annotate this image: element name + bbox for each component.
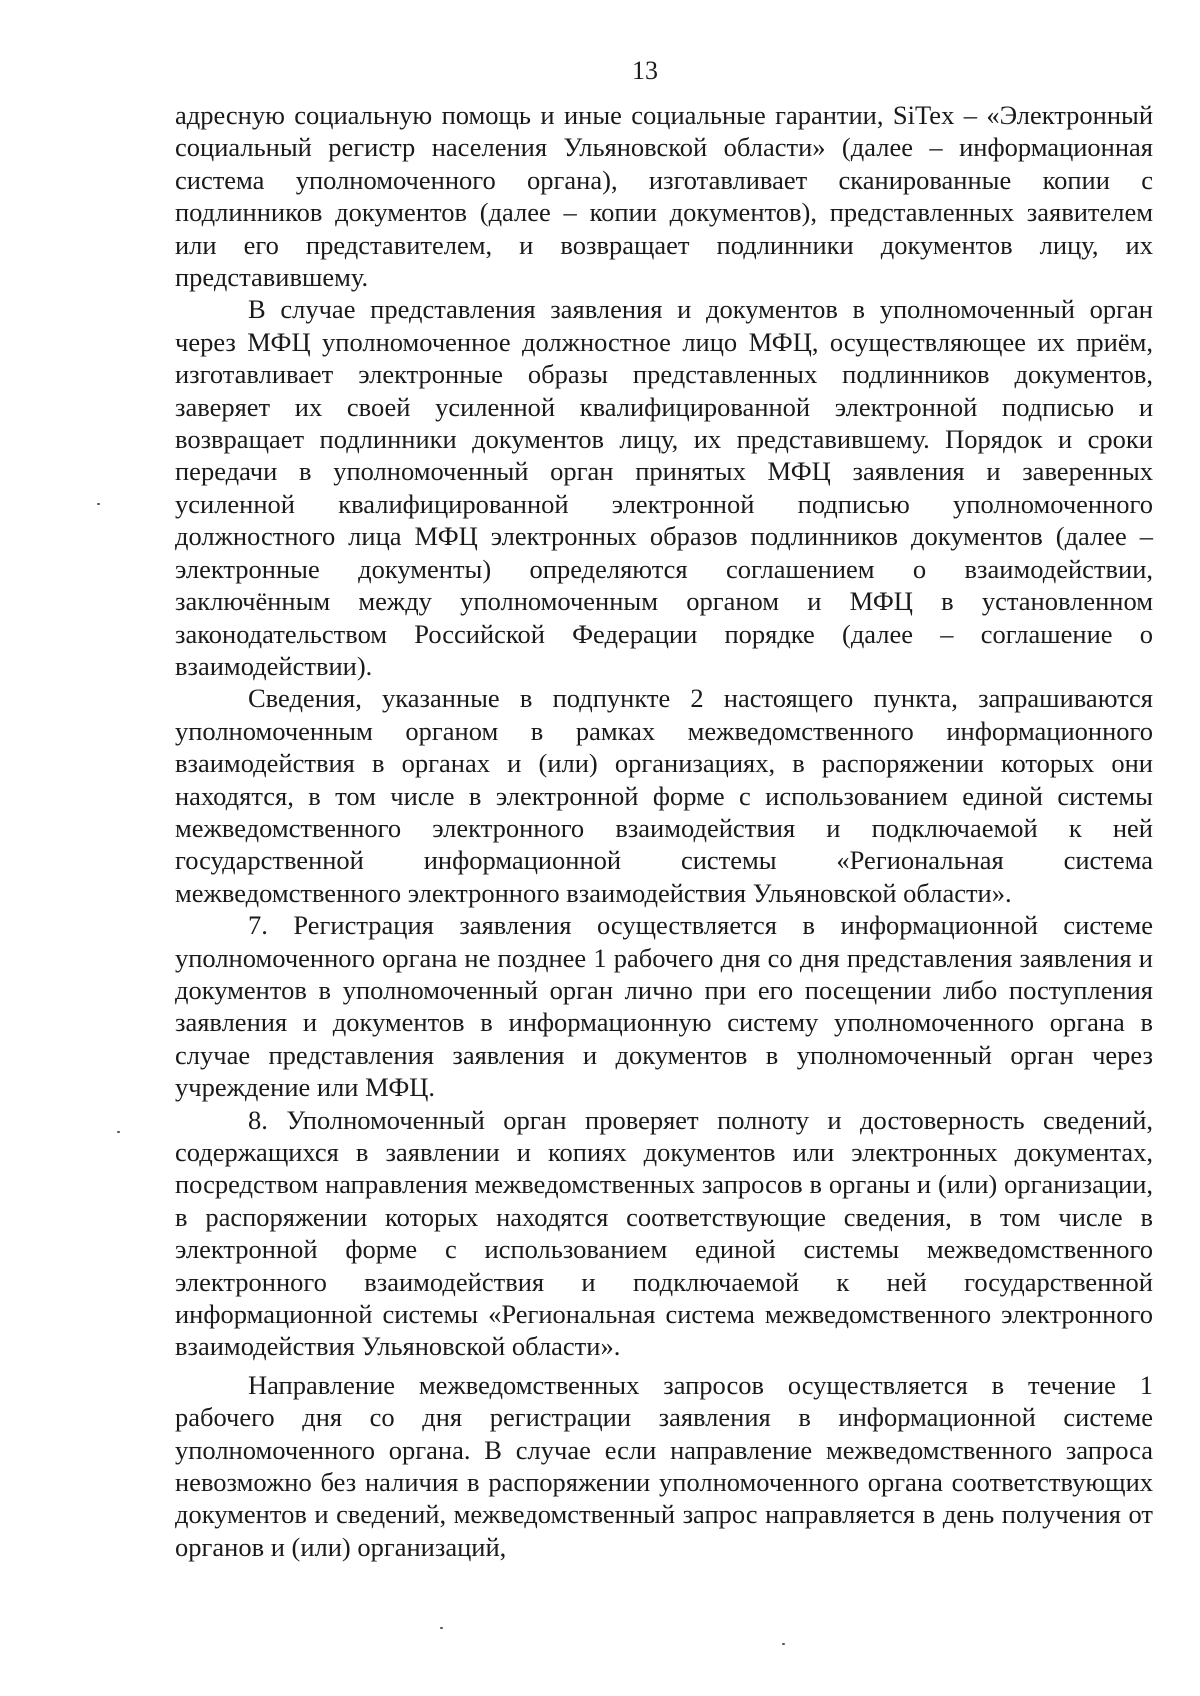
body-text (175, 99, 1153, 1563)
page-number: 13 (632, 56, 658, 85)
scan-speck (782, 1643, 785, 1645)
paragraph-interagency-info: Сведения, указанные в подпункте 2 настоящего пункта, запрашиваются уполномоченным органом в рамках межведомственного информационного взаимодействия в органах и (или) организациях, в распоряжении которых они находятся, в том числе в электронной форме с использованием единой системы межведомственного электронного взаимодействия и подключаемой к ней государственной информационной системы «Региональная система межведомственного электронного взаимодействия Ульяновской области». (175, 683, 1153, 908)
scan-speck (97, 503, 100, 505)
scan-speck (440, 1627, 443, 1629)
paragraph-continuation: адресную социальную помощь и иные социальные гарантии, SiTex – «Электронный социальный регистр населения Ульяновской области» (далее – информационная система уполномоченного органа), изготавливает сканированные копии с подлинников документов (далее – копии документов), представленных заявителем или его представителем, и возвращает подлинники документов лицу, их представившему. (175, 100, 1153, 293)
paragraph-item-8-verification: 8. Уполномоченный орган проверяет полноту и достоверность сведений, содержащихся в заявлении и копиях документов или электронных документах, посредством направления межведомственных запросов в органы и (или) организации, в распоряжении которых находятся соответствующие сведения, в том числе в электронной форме с использованием единой системы межведомственного электронного взаимодействия и подключаемой к ней государственной информационной системы «Региональная система межведомственного электронного взаимодействия Ульяновской области». (175, 1104, 1153, 1362)
paragraph-item-7-registration: 7. Регистрация заявления осуществляется в информационной системе уполномоченного органа не позднее 1 рабочего дня со дня представления заявления и документов в уполномоченный орган лично при его посещении либо поступления заявления и документов в информационную систему уполномоченного органа в случае представления заявления и документов в уполномоченный орган через учреждение или МФЦ. (175, 910, 1153, 1103)
paragraph-mfc-submission: В случае представления заявления и документов в уполномоченный орган через МФЦ уполномоченное должностное лицо МФЦ, осуществляющее их приём, изготавливает электронные образы представленных подлинников документов, заверяет их своей усиленной квалифицированной электронной подписью и возвращает подлинники документов лицу, их представившему. Порядок и сроки передачи в уполномоченный орган принятых МФЦ заявления и заверенных усиленной квалифицированной электронной подписью уполномоченного должностного лица МФЦ электронных образов подлинников документов (далее – электронные документы) определяются соглашением о взаимодействии, заключённым между уполномоченным органом и МФЦ в установленном законодательством Российской Федерации порядке (далее – соглашение о взаимодействии). (175, 294, 1153, 681)
scan-speck (117, 1131, 120, 1133)
paragraph-interagency-requests: Направление межведомственных запросов осуществляется в течение 1 рабочего дня со дня регистрации заявления в информационной системе уполномоченного органа. В случае если направление межведомственного запроса невозможно без наличия в распоряжении уполномоченного органа соответствующих документов и сведений, межведомственный запрос направляется в день получения от органов и (или) организаций, (175, 1369, 1153, 1562)
